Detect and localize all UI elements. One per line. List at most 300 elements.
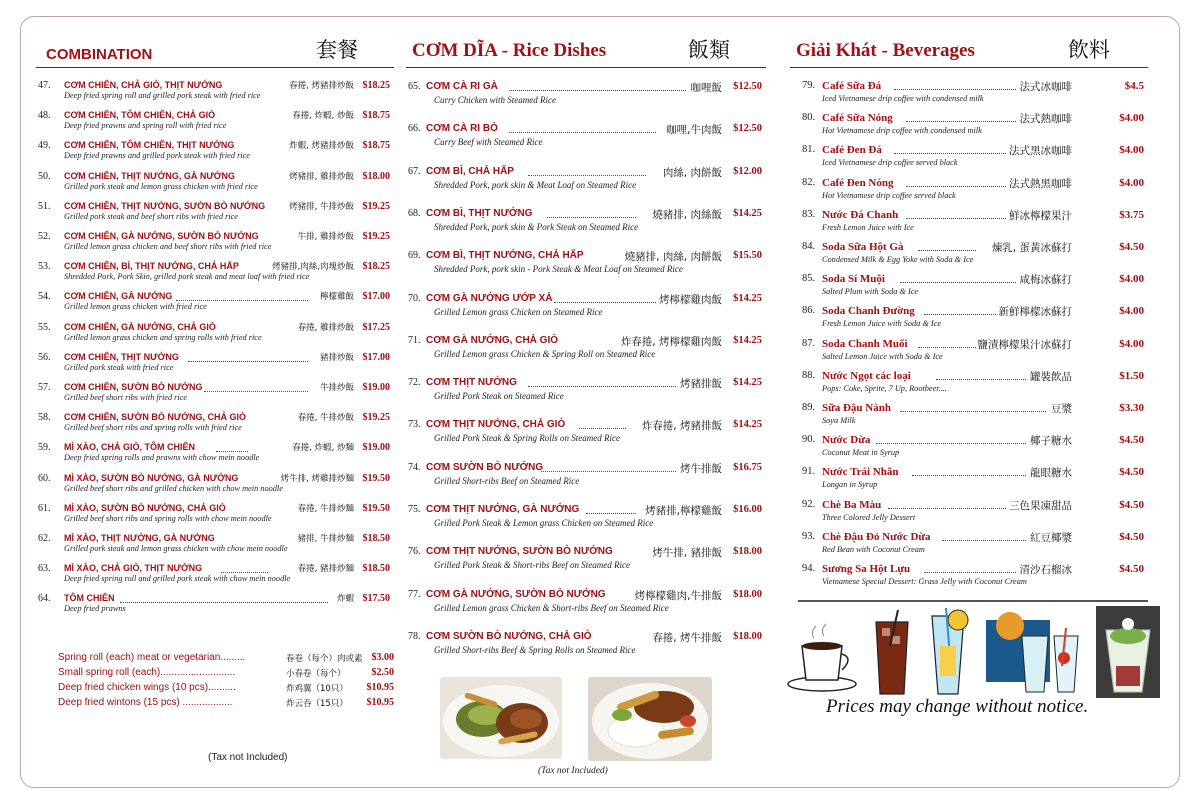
- item-name-zh: 烤豬排,檸檬雞飯: [645, 505, 722, 517]
- item-name-zh: 咖哩飯: [690, 82, 722, 94]
- dot-leader: [876, 436, 1026, 444]
- item-name: Chè Ba Màu: [822, 498, 882, 511]
- item-description: Shredded Pork, pork skin & Meat Loaf on Steamed Rice: [434, 179, 637, 190]
- item-number: 90.: [802, 434, 816, 446]
- item-name: CƠM CÀ RI BÒ: [426, 123, 498, 135]
- item-description: Grilled beef short ribs with fried rice: [64, 393, 188, 402]
- item-name-zh: 清沙石榴冰: [1019, 564, 1072, 576]
- item-name-zh: 炸蝦: [336, 594, 354, 605]
- combination-title: COMBINATION: [46, 46, 153, 63]
- item-number: 77.: [408, 588, 421, 600]
- item-name-zh: 烤牛排, 烤雞排炒麵: [280, 473, 354, 484]
- item-number: 64.: [38, 593, 51, 605]
- item-price: $19.50: [362, 502, 390, 514]
- item-price: $3.30: [1119, 402, 1144, 414]
- item-description: Grilled beef short ribs and spring rolls with chow mein noodle: [64, 513, 272, 523]
- item-number: 94.: [802, 563, 816, 574]
- item-description: Longan in Syrup: [822, 480, 878, 490]
- item-name: MÌ XÀO, CHẢ GIÒ, TÔM CHIÊN: [64, 442, 196, 453]
- item-description: Shredded Pork, pork skin & Pork Steak on Steamed Rice: [434, 221, 639, 232]
- dot-leader: [894, 146, 1006, 154]
- item-price: $4.50: [1119, 434, 1144, 447]
- item-name: CƠM THỊT NƯỚNG, GÀ NƯỚNG: [426, 504, 580, 515]
- item-price: $4.50: [1119, 466, 1144, 479]
- item-description: Grilled pork steak and beef short ribs with fried rice: [64, 211, 238, 221]
- item-price: $18.75: [362, 110, 390, 122]
- dot-leader: [918, 340, 976, 348]
- beverages-header: [790, 36, 1162, 66]
- item-price: $4.00: [1119, 176, 1144, 189]
- item-name: Sương Sa Hột Lựu: [822, 563, 911, 575]
- item-description: Salted Lemon Juice with Soda & Ice: [822, 351, 943, 361]
- item-name: CƠM CHIÊN, THỊT NƯỚNG: [64, 351, 179, 362]
- item-name: CƠM GÀ NƯỚNG, SƯỜN BÒ NƯỚNG: [426, 588, 606, 600]
- item-description: Grilled Pork Steak & Spring Rolls on Steamed Rice: [434, 433, 620, 444]
- dot-leader: [176, 293, 308, 301]
- header-rule: [406, 67, 766, 68]
- dot-leader: [586, 506, 636, 514]
- item-price: $19.00: [362, 382, 390, 393]
- item-name: Café Đen Nóng: [822, 176, 894, 189]
- item-price: $14.25: [733, 207, 762, 219]
- item-name: Chè Đậu Đỏ Nước Dừa: [822, 530, 931, 543]
- item-name-zh: 咸梅冰蘇打: [1019, 274, 1072, 287]
- item-number: 63.: [38, 563, 51, 575]
- item-name-zh: 檸檬雞飯: [319, 292, 354, 303]
- item-number: 70.: [408, 292, 421, 304]
- extra-item: [58, 697, 398, 711]
- item-name-zh: 牛排, 雞排炒飯: [297, 232, 354, 242]
- item-name: MÌ XÀO, THỊT NƯỚNG, GÀ NƯỚNG: [64, 533, 215, 543]
- item-description: Curry Beef with Steamed Rice: [434, 137, 543, 148]
- combination-title-zh: 套餐: [316, 38, 358, 62]
- item-name-zh: 咖哩,牛肉飯: [666, 124, 722, 137]
- item-number: 67.: [408, 165, 421, 177]
- item-number: 83.: [802, 208, 816, 220]
- item-name-zh: 烤豬排飯: [680, 378, 722, 391]
- extra-name: Deep fried wintons (15 pcs) ..................: [58, 697, 233, 708]
- item-number: 89.: [802, 402, 816, 413]
- item-price: $18.50: [362, 563, 390, 575]
- item-name: CƠM SƯỜN BÒ NƯỚNG: [426, 461, 544, 473]
- item-name: Nước Đá Chanh: [822, 208, 899, 221]
- dot-leader: [188, 354, 308, 362]
- item-description: Vietnamese Special Dessert: Grass Jelly with Coconut Cream: [822, 577, 1027, 586]
- extra-price: $10.95: [366, 697, 394, 708]
- item-name-zh: 豬排炒飯: [319, 352, 354, 363]
- item-name: CƠM CHIÊN, BÌ, THỊT NƯỚNG, CHẢ HẤP: [64, 261, 239, 272]
- item-name: CƠM THỊT NƯỚNG: [426, 377, 517, 389]
- item-number: 84.: [802, 241, 816, 252]
- rice-title-zh: 飯類: [688, 38, 730, 62]
- dot-leader: [918, 243, 976, 251]
- item-number: 74.: [408, 461, 421, 473]
- item-price: $3.75: [1119, 208, 1144, 221]
- dot-leader: [912, 468, 1026, 476]
- dot-leader: [547, 210, 636, 218]
- item-number: 53.: [38, 261, 51, 273]
- extra-name-zh: 小春卷（每个）: [286, 669, 346, 679]
- header-rule: [790, 67, 1148, 68]
- item-number: 86.: [802, 305, 816, 317]
- item-price: $14.25: [733, 419, 762, 431]
- item-name: Soda Sữa Hột Gà: [822, 241, 904, 253]
- item-number: 58.: [38, 412, 51, 424]
- item-number: 60.: [38, 472, 51, 484]
- item-price: $19.00: [362, 442, 390, 454]
- coffee-cup-icon: [788, 624, 856, 691]
- spring-roll-plate-photo: [440, 677, 562, 759]
- item-name: CƠM CHIÊN, SƯỜN BÒ NƯỚNG, CHẢ GIÒ: [64, 412, 246, 423]
- item-description: Iced Vietnamese drip coffee with condensed milk: [822, 94, 984, 103]
- dot-leader: [900, 275, 1016, 283]
- item-description: Grilled pork steak and lemon grass chicken with fried rice: [64, 181, 258, 191]
- item-description: Hot Vietnamese drip coffee with condensed milk: [822, 126, 982, 136]
- item-name-zh: 紅豆椰漿: [1030, 531, 1072, 544]
- item-number: 54.: [38, 291, 51, 303]
- item-price: $17.00: [362, 291, 390, 303]
- item-description: Deep fried spring rolls and prawns with chow mein noodle: [64, 453, 260, 463]
- lemonade-glass-icon: [932, 608, 968, 694]
- item-price: $12.50: [733, 123, 762, 135]
- item-name-zh: 肉絲, 肉餅飯: [662, 166, 722, 179]
- item-number: 59.: [38, 442, 51, 454]
- item-price: $4.00: [1119, 273, 1144, 286]
- item-name: CƠM SƯỜN BÒ NƯỚNG, CHẢ GIÒ: [426, 630, 592, 642]
- item-price: $4.00: [1119, 337, 1144, 350]
- extra-item: [58, 652, 398, 666]
- item-name-zh: 春捲, 牛排炒飯: [297, 413, 354, 424]
- item-number: 85.: [802, 273, 816, 285]
- header-rule: [36, 67, 394, 68]
- item-price: $4.50: [1119, 498, 1144, 511]
- item-price: $18.00: [733, 630, 762, 642]
- item-name: CƠM CHIÊN, THỊT NƯỚNG, GÀ NƯỚNG: [64, 170, 235, 181]
- item-price: $18.25: [362, 261, 390, 273]
- item-name: CƠM GÀ NƯỚNG ƯỚP XẢ: [426, 292, 553, 304]
- item-number: 87.: [802, 337, 816, 349]
- dot-leader: [204, 384, 308, 392]
- item-description: Grilled Lemon grass Chicken on Steamed Rice: [434, 306, 603, 317]
- dot-leader: [554, 295, 656, 303]
- item-name: Sữa Đậu Nành: [822, 402, 891, 414]
- item-name-zh: 豆漿: [1051, 403, 1072, 415]
- dot-leader: [894, 82, 1016, 90]
- item-description: Grilled Pork Steak & Short-ribs Beef on Steamed Rice: [434, 560, 630, 571]
- dot-leader: [906, 114, 1016, 122]
- extra-price: $2.50: [371, 667, 394, 678]
- rice-plate-photo: [588, 677, 712, 761]
- item-description: Grilled Short-ribs Beef on Steamed Rice: [434, 475, 580, 486]
- item-price: $18.25: [362, 80, 390, 91]
- item-price: $18.75: [362, 140, 390, 152]
- item-name-zh: 春捲, 牛排炒麵: [297, 503, 354, 514]
- item-name-zh: 炸春捲, 烤檸檬雞肉飯: [620, 335, 722, 348]
- item-number: 80.: [802, 112, 816, 124]
- item-name-zh: 鮮冰檸檬果汁: [1009, 209, 1072, 222]
- item-number: 49.: [38, 140, 51, 152]
- item-number: 72.: [408, 377, 421, 389]
- item-description: Grilled beef short ribs and spring rolls with fried rice: [64, 423, 242, 433]
- item-number: 92.: [802, 498, 816, 510]
- rice-header: [406, 36, 766, 66]
- extra-price: $3.00: [371, 652, 394, 663]
- item-name-zh: 牛排炒飯: [319, 383, 354, 393]
- item-name: MÌ XÀO, SƯỜN BÒ NƯỚNG, GÀ NƯỚNG: [64, 472, 239, 483]
- item-description: Grilled beef short ribs and grilled chicken with chow mein noodle: [64, 483, 283, 493]
- item-name-zh: 烤豬排,肉絲,肉塊炒飯: [272, 262, 354, 273]
- dot-leader: [216, 444, 248, 452]
- item-name-zh: 法式熱咖啡: [1019, 113, 1072, 126]
- dot-leader: [221, 565, 268, 573]
- item-description: Iced Vietnamese drip coffee served black: [822, 158, 958, 168]
- item-price: $16.00: [733, 504, 762, 515]
- item-description: Fresh Lemon Juice with Ice: [822, 222, 914, 232]
- item-name-zh: 新鮮檸檬冰蘇打: [998, 306, 1072, 319]
- item-price: $19.25: [362, 412, 390, 424]
- item-price: $18.00: [733, 546, 762, 558]
- item-number: 61.: [38, 502, 51, 514]
- item-description: Grilled Lemon grass Chicken & Short-ribs Beef on Steamed Rice: [434, 602, 669, 613]
- item-description: Grilled Lemon grass Chicken & Spring Roll on Steamed Rice: [434, 348, 656, 359]
- item-number: 71.: [408, 334, 421, 346]
- item-name-zh: 法式熱黑咖啡: [1009, 177, 1072, 190]
- item-number: 91.: [802, 466, 816, 478]
- dot-leader: [924, 307, 996, 315]
- item-name-zh: 春捲, 豬排炒麵: [297, 564, 354, 575]
- item-description: Shredded Pork, Pork Skin, grilled pork steak and meat loaf with fried rice: [64, 272, 310, 282]
- item-number: 93.: [802, 530, 816, 542]
- item-name: CƠM CHIÊN, GÀ NƯỚNG, CHẢ GIÒ: [64, 321, 216, 332]
- item-price: $12.50: [733, 81, 762, 92]
- item-name-zh: 煉乳, 蛋黃冰蘇打: [991, 242, 1072, 254]
- item-price: $14.25: [733, 292, 762, 304]
- item-name-zh: 烤牛排飯: [680, 462, 722, 475]
- item-description: Deep fried prawns and spring roll with fried rice: [64, 121, 227, 131]
- item-name-zh: 三色果凍甜品: [1009, 499, 1072, 512]
- item-number: 52.: [38, 231, 51, 242]
- beverages-bottom-rule: [798, 600, 1148, 602]
- tax-note: (Tax not Included): [208, 752, 288, 763]
- item-name: Café Đen Đá: [822, 144, 882, 157]
- item-price: $17.25: [362, 321, 390, 333]
- item-name: CƠM CHIÊN, SƯỜN BÒ NƯỚNG: [64, 382, 203, 392]
- item-name-zh: 椰子糖水: [1030, 435, 1072, 448]
- item-description: Deep fried prawns: [64, 604, 126, 614]
- item-description: Condensed Milk & Egg Yoke with Soda & Ice: [822, 255, 974, 264]
- dot-leader: [528, 168, 646, 176]
- extra-price: $10.95: [366, 682, 394, 693]
- beverages-title: Giải Khát - Beverages: [796, 40, 975, 61]
- item-price: $4.50: [1119, 241, 1144, 253]
- item-price: $12.00: [733, 165, 762, 177]
- item-number: 62.: [38, 533, 51, 544]
- item-name: CƠM GÀ NƯỚNG, CHẢ GIÒ: [426, 334, 559, 346]
- item-description: Shredded Pork, pork skin - Pork Steak & Meat Loaf on Steamed Rice: [434, 264, 683, 275]
- item-name-zh: 罐裝飲品: [1030, 370, 1072, 383]
- item-name: MÌ XÀO, CHẢ GIÒ, THỊT NƯỚNG: [64, 563, 203, 574]
- extra-name: Spring roll (each) meat or vegetarian.........: [58, 652, 246, 663]
- item-name: Café Sữa Đá: [822, 80, 882, 92]
- dot-leader: [924, 565, 1016, 573]
- item-price: $14.25: [733, 377, 762, 389]
- item-price: $4.00: [1119, 305, 1144, 318]
- item-number: 66.: [408, 123, 421, 135]
- item-description: Grilled Short-ribs Beef & Spring Rolls on Steamed Rice: [434, 644, 636, 655]
- item-name-zh: 法式黑冰咖啡: [1009, 145, 1072, 158]
- item-price: $19.25: [362, 231, 390, 242]
- item-price: $4.00: [1119, 144, 1144, 157]
- item-description: Salted Plum with Soda & Ice: [822, 287, 919, 297]
- price-change-notice: Prices may change without notice.: [826, 696, 1089, 717]
- item-description: Fresh Lemon Juice with Soda & Ice: [822, 319, 942, 329]
- item-number: 55.: [38, 321, 51, 333]
- iced-tea-glass-icon: [876, 610, 908, 694]
- item-description: Deep fried spring roll and grilled pork steak with fried rice: [64, 91, 261, 100]
- extra-item: [58, 667, 398, 681]
- item-name: CƠM CHIÊN, CHẢ GIÒ, THỊT NƯỚNG: [64, 80, 223, 90]
- item-price: $19.25: [362, 200, 390, 212]
- item-name-zh: 烤豬排, 牛排炒飯: [289, 201, 354, 212]
- dot-leader: [942, 533, 1026, 541]
- dot-leader: [541, 464, 676, 472]
- beverages-title-zh: 飲料: [1068, 38, 1110, 62]
- item-price: $4.5: [1124, 80, 1144, 92]
- dessert-cup-icon: [1096, 606, 1160, 698]
- item-name-zh: 春捲, 炸蝦, 炒飯: [292, 111, 354, 122]
- item-name: Soda Chanh Đường: [822, 305, 915, 318]
- item-description: Grilled Pork Steak on Steamed Rice: [434, 391, 564, 402]
- dot-leader: [509, 125, 656, 133]
- item-name-zh: 春捲, 烤牛排飯: [652, 631, 722, 644]
- dot-leader: [900, 404, 1046, 412]
- dot-leader: [906, 179, 1006, 187]
- rice-tax-note: (Tax not Included): [538, 766, 608, 776]
- item-number: 57.: [38, 382, 51, 393]
- item-number: 81.: [802, 144, 816, 156]
- item-name-zh: 春捲, 雞排炒飯: [297, 322, 354, 333]
- item-number: 88.: [802, 369, 816, 381]
- extra-name: Small spring roll (each)...........................: [58, 667, 236, 678]
- item-name: CƠM CHIÊN, TÔM CHIÊN, CHẢ GIÒ: [64, 110, 216, 121]
- item-description: Curry Chicken with Steamed Rice: [434, 95, 556, 105]
- item-name: CƠM CÀ RI GÀ: [426, 81, 498, 92]
- item-name: CƠM THỊT NƯỚNG, CHẢ GIÒ: [426, 419, 566, 431]
- combination-header: [36, 36, 394, 66]
- item-name: CƠM CHIÊN, GÀ NƯỚNG: [64, 291, 173, 302]
- item-description: Soya Milk: [822, 416, 856, 425]
- item-price: $14.25: [733, 334, 762, 346]
- item-description: Grilled Pork Steak & Lemon grass Chicken on Steamed Rice: [434, 518, 654, 528]
- dot-leader: [906, 211, 1006, 219]
- item-description: Grilled pork steak with fried rice: [64, 362, 174, 372]
- item-price: $1.50: [1119, 369, 1144, 382]
- extra-name-zh: 炸云吞（15只）: [286, 699, 348, 709]
- item-description: Three Colored Jelly Dessert: [822, 512, 916, 522]
- item-price: $16.75: [733, 461, 762, 473]
- item-price: $17.50: [362, 593, 390, 605]
- item-name: CƠM BÌ, THỊT NƯỚNG: [426, 207, 533, 219]
- extra-name-zh: 炸鸡翼（10只）: [286, 684, 348, 694]
- item-number: 48.: [38, 110, 51, 122]
- item-number: 79.: [802, 80, 816, 91]
- item-price: $15.50: [733, 250, 762, 262]
- item-name: Nước Trái Nhãn: [822, 466, 899, 479]
- item-number: 68.: [408, 207, 421, 219]
- drinks-illustration: [786, 606, 1166, 698]
- item-name-zh: 鹽漬檸檬果汁冰蘇打: [977, 338, 1072, 351]
- item-description: Deep fried spring roll and grilled pork steak with chow mein noodle: [64, 574, 291, 584]
- item-name-zh: 龍眼糖水: [1030, 467, 1072, 480]
- item-number: 47.: [38, 80, 51, 91]
- item-description: Grilled pork steak and lemon grass chicken with chow mein noodle: [64, 544, 288, 553]
- item-name-zh: 烤牛排, 豬排飯: [652, 547, 722, 560]
- item-name-zh: 春捲, 烤豬排炒飯: [289, 81, 354, 91]
- item-name-zh: 春捲, 炸蝦, 炒麵: [292, 443, 354, 454]
- item-name: CƠM BÌ, CHẢ HẤP: [426, 165, 514, 177]
- item-description: Grilled lemon grass chicken and beef short ribs with fried rice: [64, 242, 272, 251]
- item-description: Grilled lemon grass chicken with fried rice: [64, 302, 207, 312]
- dot-leader: [579, 421, 626, 429]
- rice-title: CƠM DĨA - Rice Dishes: [412, 40, 607, 61]
- item-number: 56.: [38, 351, 51, 363]
- item-description: Coconut Meat in Syrup: [822, 448, 900, 458]
- item-name: CƠM CHIÊN, GÀ NƯỚNG, SƯỜN BÒ NƯỚNG: [64, 231, 259, 241]
- item-price: $19.50: [362, 472, 390, 484]
- item-name-zh: 法式冰咖啡: [1019, 81, 1072, 93]
- item-number: 78.: [408, 630, 421, 642]
- item-name-zh: 燒豬排, 肉絲, 肉餅飯: [624, 251, 722, 264]
- item-number: 69.: [408, 250, 421, 262]
- dot-leader: [120, 595, 328, 603]
- item-description: Pops: Coke, Sprite, 7 Up, Rootbeer....: [822, 383, 947, 393]
- item-name-zh: 炸蝦, 烤豬排炒飯: [289, 141, 354, 152]
- item-name-zh: 烤檸檬雞肉,牛排飯: [634, 589, 722, 602]
- extra-name-zh: 春卷（每个）肉或素: [286, 654, 363, 664]
- item-number: 75.: [408, 504, 421, 515]
- item-price: $4.00: [1119, 112, 1144, 125]
- item-price: $4.50: [1119, 563, 1144, 575]
- item-name: Soda Sí Muội: [822, 273, 885, 286]
- item-number: 76.: [408, 546, 421, 558]
- item-number: 50.: [38, 170, 51, 182]
- item-number: 73.: [408, 419, 421, 431]
- item-name-zh: 燒豬排, 肉絲飯: [652, 208, 722, 221]
- item-number: 65.: [408, 81, 421, 92]
- item-name: Nước Dừa: [822, 434, 871, 447]
- item-price: $18.50: [362, 533, 390, 544]
- item-description: Deep fried prawns and grilled pork steak with fried rice: [64, 151, 250, 161]
- item-description: Grilled lemon grass chicken and spring rolls with fried rice: [64, 332, 262, 342]
- item-name: Nước Ngọt các loại: [822, 369, 911, 382]
- extra-name: Deep fried chicken wings (10 pcs)..........: [58, 682, 236, 693]
- item-number: 82.: [802, 176, 816, 188]
- item-name: TÔM CHIÊN: [64, 593, 115, 604]
- item-name-zh: 烤豬排, 雞排炒飯: [289, 171, 354, 182]
- item-name-zh: 烤檸檬雞肉飯: [659, 293, 722, 306]
- item-name: CƠM CHIÊN, TÔM CHIÊN, THỊT NƯỚNG: [64, 140, 235, 151]
- item-name: CƠM BÌ, THỊT NƯỚNG, CHẢ HẤP: [426, 250, 584, 262]
- item-description: Red Bean with Coconut Cream: [822, 544, 925, 554]
- item-name: Soda Chanh Muối: [822, 337, 908, 350]
- dot-leader: [936, 372, 1026, 380]
- item-name: CƠM THỊT NƯỚNG, SƯỜN BÒ NƯỚNG: [426, 546, 613, 558]
- item-price: $4.50: [1119, 530, 1144, 543]
- dot-leader: [509, 83, 686, 91]
- dot-leader: [528, 379, 676, 387]
- item-description: Hot Vietnamese drip coffee served black: [822, 190, 956, 200]
- extra-item: [58, 682, 398, 696]
